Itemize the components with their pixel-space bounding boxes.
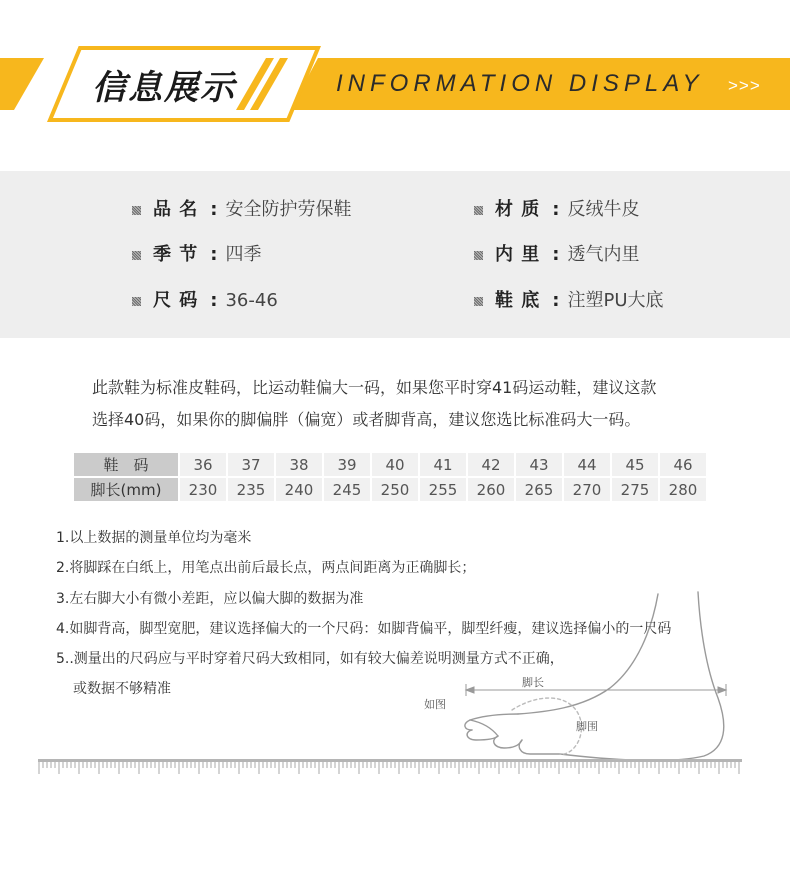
table-cell: 240 [276, 478, 322, 501]
table-cell: 245 [324, 478, 370, 501]
info-label: 材 质 [495, 199, 541, 220]
info-row-lining [474, 243, 639, 267]
diagram-label-length: 脚长 [522, 676, 544, 689]
tip-item: 5..测量出的尺码应与平时穿着尺码大致相同，如有较大偏差说明测量方式不正确， [56, 651, 564, 667]
banner-title: 信息展示 [92, 68, 236, 108]
tip-item: 1.以上数据的测量单位均为毫米 [56, 530, 252, 546]
diagram-label-example: 如图 [424, 698, 446, 711]
table-cell: 280 [660, 478, 706, 501]
info-label: 鞋 底 [495, 290, 541, 311]
arrows-icon: >>> [728, 76, 761, 95]
info-label: 季 节 [153, 244, 199, 265]
table-cell: 42 [468, 453, 514, 476]
info-label: 内 里 [495, 244, 541, 265]
table-cell: 275 [612, 478, 658, 501]
info-row-season [132, 243, 261, 267]
table-cell: 270 [564, 478, 610, 501]
table-cell: 255 [420, 478, 466, 501]
table-row-size [74, 453, 706, 476]
info-colon: : [210, 244, 218, 265]
info-label: 尺 码 [153, 290, 199, 311]
info-label: 品 名 [153, 199, 199, 220]
info-colon: : [552, 290, 560, 311]
table-cell: 40 [372, 453, 418, 476]
table-cell: 43 [516, 453, 562, 476]
banner-subtitle: INFORMATION DISPLAY [336, 70, 704, 97]
info-colon: : [210, 199, 218, 220]
ruler-icon [38, 756, 742, 776]
tip-item: 2.将脚踩在白纸上，用笔点出前后最长点，两点间距离为正确脚长； [56, 560, 476, 576]
foot-measure-diagram [400, 588, 760, 768]
table-cell: 41 [420, 453, 466, 476]
tip-item: 或数据不够精准 [73, 681, 171, 697]
info-colon: : [552, 199, 560, 220]
product-info-panel [0, 171, 790, 338]
table-header-size: 鞋 码 [74, 453, 178, 476]
size-note [92, 372, 712, 436]
table-cell: 44 [564, 453, 610, 476]
info-value: 反绒牛皮 [567, 199, 640, 220]
size-note-line: 此款鞋为标准皮鞋码，比运动鞋偏大一码，如果您平时穿41码运动鞋，建议这款 [92, 378, 657, 397]
info-colon: : [210, 290, 218, 311]
table-cell: 230 [180, 478, 226, 501]
info-row-material [474, 198, 639, 222]
tip-item: 4.如脚背高，脚型宽肥，建议选择偏大的一个尺码：如脚背偏平，脚型纤瘦，建议选择偏小的一尺码 [56, 621, 672, 637]
foot-icon [400, 588, 760, 768]
info-value: 透气内里 [567, 244, 640, 265]
tip-item: 3.左右脚大小有微小差距，应以偏大脚的数据为准 [56, 591, 364, 607]
square-bullet-icon [132, 251, 141, 260]
size-note-line: 选择40码，如果你的脚偏胖（偏宽）或者脚背高，建议您选比标准码大一码。 [92, 410, 641, 429]
table-cell: 45 [612, 453, 658, 476]
table-cell: 38 [276, 453, 322, 476]
square-bullet-icon [132, 206, 141, 215]
info-row-name [132, 198, 351, 222]
table-cell: 39 [324, 453, 370, 476]
info-value: 36-46 [225, 290, 278, 311]
square-bullet-icon [474, 206, 483, 215]
table-cell: 250 [372, 478, 418, 501]
info-value: 安全防护劳保鞋 [225, 199, 352, 220]
table-cell: 265 [516, 478, 562, 501]
table-cell: 46 [660, 453, 706, 476]
info-value: 四季 [225, 244, 262, 265]
table-cell: 260 [468, 478, 514, 501]
table-header-length: 脚长(mm) [74, 478, 178, 501]
square-bullet-icon [474, 297, 483, 306]
square-bullet-icon [132, 297, 141, 306]
table-row-length [74, 478, 706, 501]
table-cell: 36 [180, 453, 226, 476]
square-bullet-icon [474, 251, 483, 260]
table-cell: 235 [228, 478, 274, 501]
size-table [72, 451, 708, 503]
table-cell: 37 [228, 453, 274, 476]
info-colon: : [552, 244, 560, 265]
diagram-label-girth: 脚围 [576, 720, 598, 733]
info-row-sole [474, 289, 664, 313]
header-banner [0, 0, 790, 150]
info-row-size [132, 289, 278, 313]
info-value: 注塑PU大底 [567, 290, 664, 311]
